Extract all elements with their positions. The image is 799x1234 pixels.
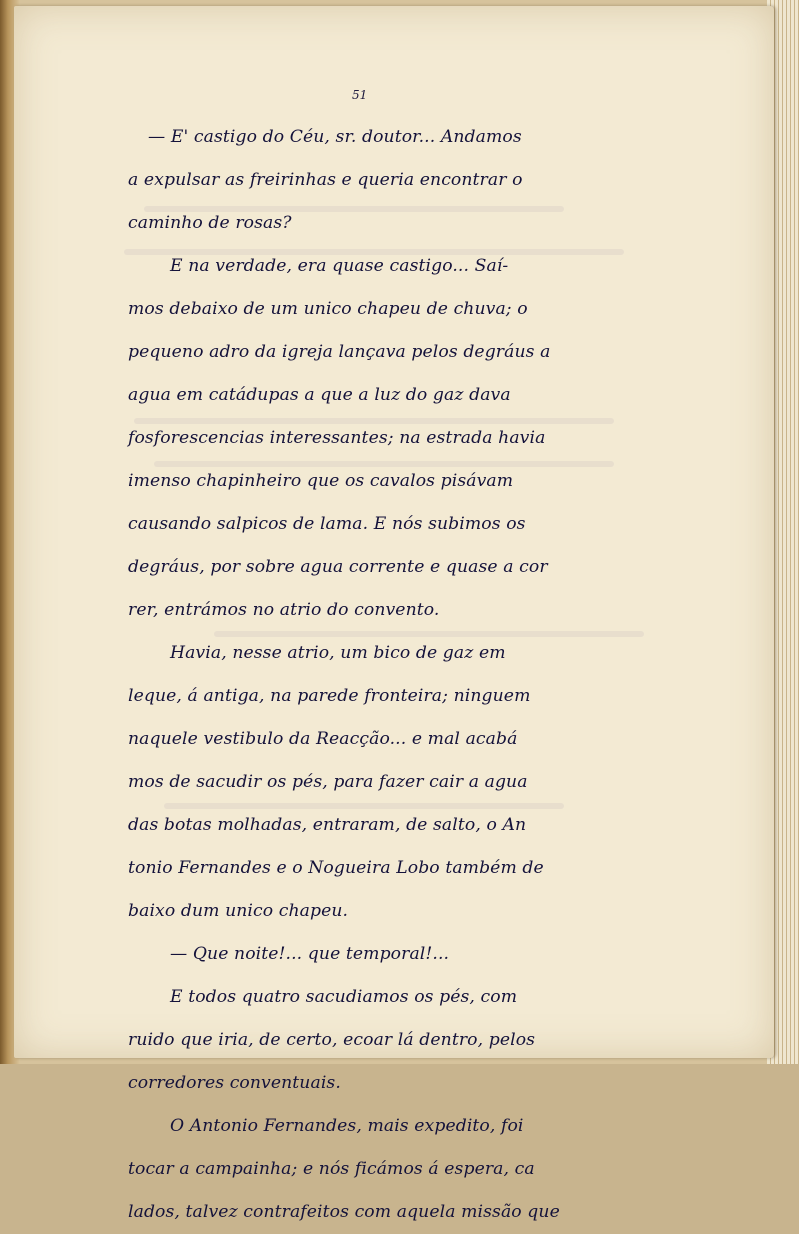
text-line: naquele vestibulo da Reacção... e mal acabá bbox=[128, 729, 518, 749]
text-line: agua em catádupas a que a luz do gaz dava bbox=[128, 385, 511, 405]
text-line: a expulsar as freirinhas e queria encontrar o bbox=[128, 170, 523, 190]
text-line: lados, talvez contrafeitos com aquela missão que bbox=[128, 1202, 560, 1222]
text-line: — E' castigo do Céu, sr. doutor... Andamos bbox=[148, 127, 522, 147]
text-line: mos debaixo de um unico chapeu de chuva; o bbox=[128, 299, 528, 319]
text-line: — Que noite!... que temporal!... bbox=[170, 944, 450, 964]
text-line: das botas molhadas, entraram, de salto, o An bbox=[128, 815, 527, 835]
text-line: tonio Fernandes e o Nogueira Lobo também de bbox=[128, 858, 544, 878]
text-line: imenso chapinheiro que os cavalos pisávam bbox=[128, 471, 514, 491]
text-line: Havia, nesse atrio, um bico de gaz em bbox=[170, 643, 506, 663]
text-line: rer, entrámos no atrio do convento. bbox=[128, 600, 440, 620]
text-line: leque, á antiga, na parede fronteira; ninguem bbox=[128, 686, 531, 706]
text-line: pequeno adro da igreja lançava pelos degráus a bbox=[128, 342, 551, 362]
text-line: tocar a campainha; e nós ficámos á espera, ca bbox=[128, 1159, 535, 1179]
text-line: mos de sacudir os pés, para fazer cair a agua bbox=[128, 772, 528, 792]
text-line: fosforescencias interessantes; na estrada havia bbox=[128, 428, 546, 448]
text-line: causando salpicos de lama. E nós subimos os bbox=[128, 514, 526, 534]
text-line: E na verdade, era quase castigo... Saí- bbox=[170, 256, 509, 276]
text-line: baixo dum unico chapeu. bbox=[128, 901, 349, 921]
page-number: 51 bbox=[352, 88, 368, 102]
text-line: O Antonio Fernandes, mais expedito, foi bbox=[170, 1116, 524, 1136]
text-line: corredores conventuais. bbox=[128, 1073, 341, 1093]
text-line: caminho de rosas? bbox=[128, 213, 292, 233]
text-line: E todos quatro sacudiamos os pés, com bbox=[170, 987, 518, 1007]
handwritten-text-block bbox=[128, 116, 628, 1234]
text-line: ruido que iria, de certo, ecoar lá dentro, pelos bbox=[128, 1030, 536, 1050]
text-line: degráus, por sobre agua corrente e quase a cor bbox=[128, 557, 548, 577]
